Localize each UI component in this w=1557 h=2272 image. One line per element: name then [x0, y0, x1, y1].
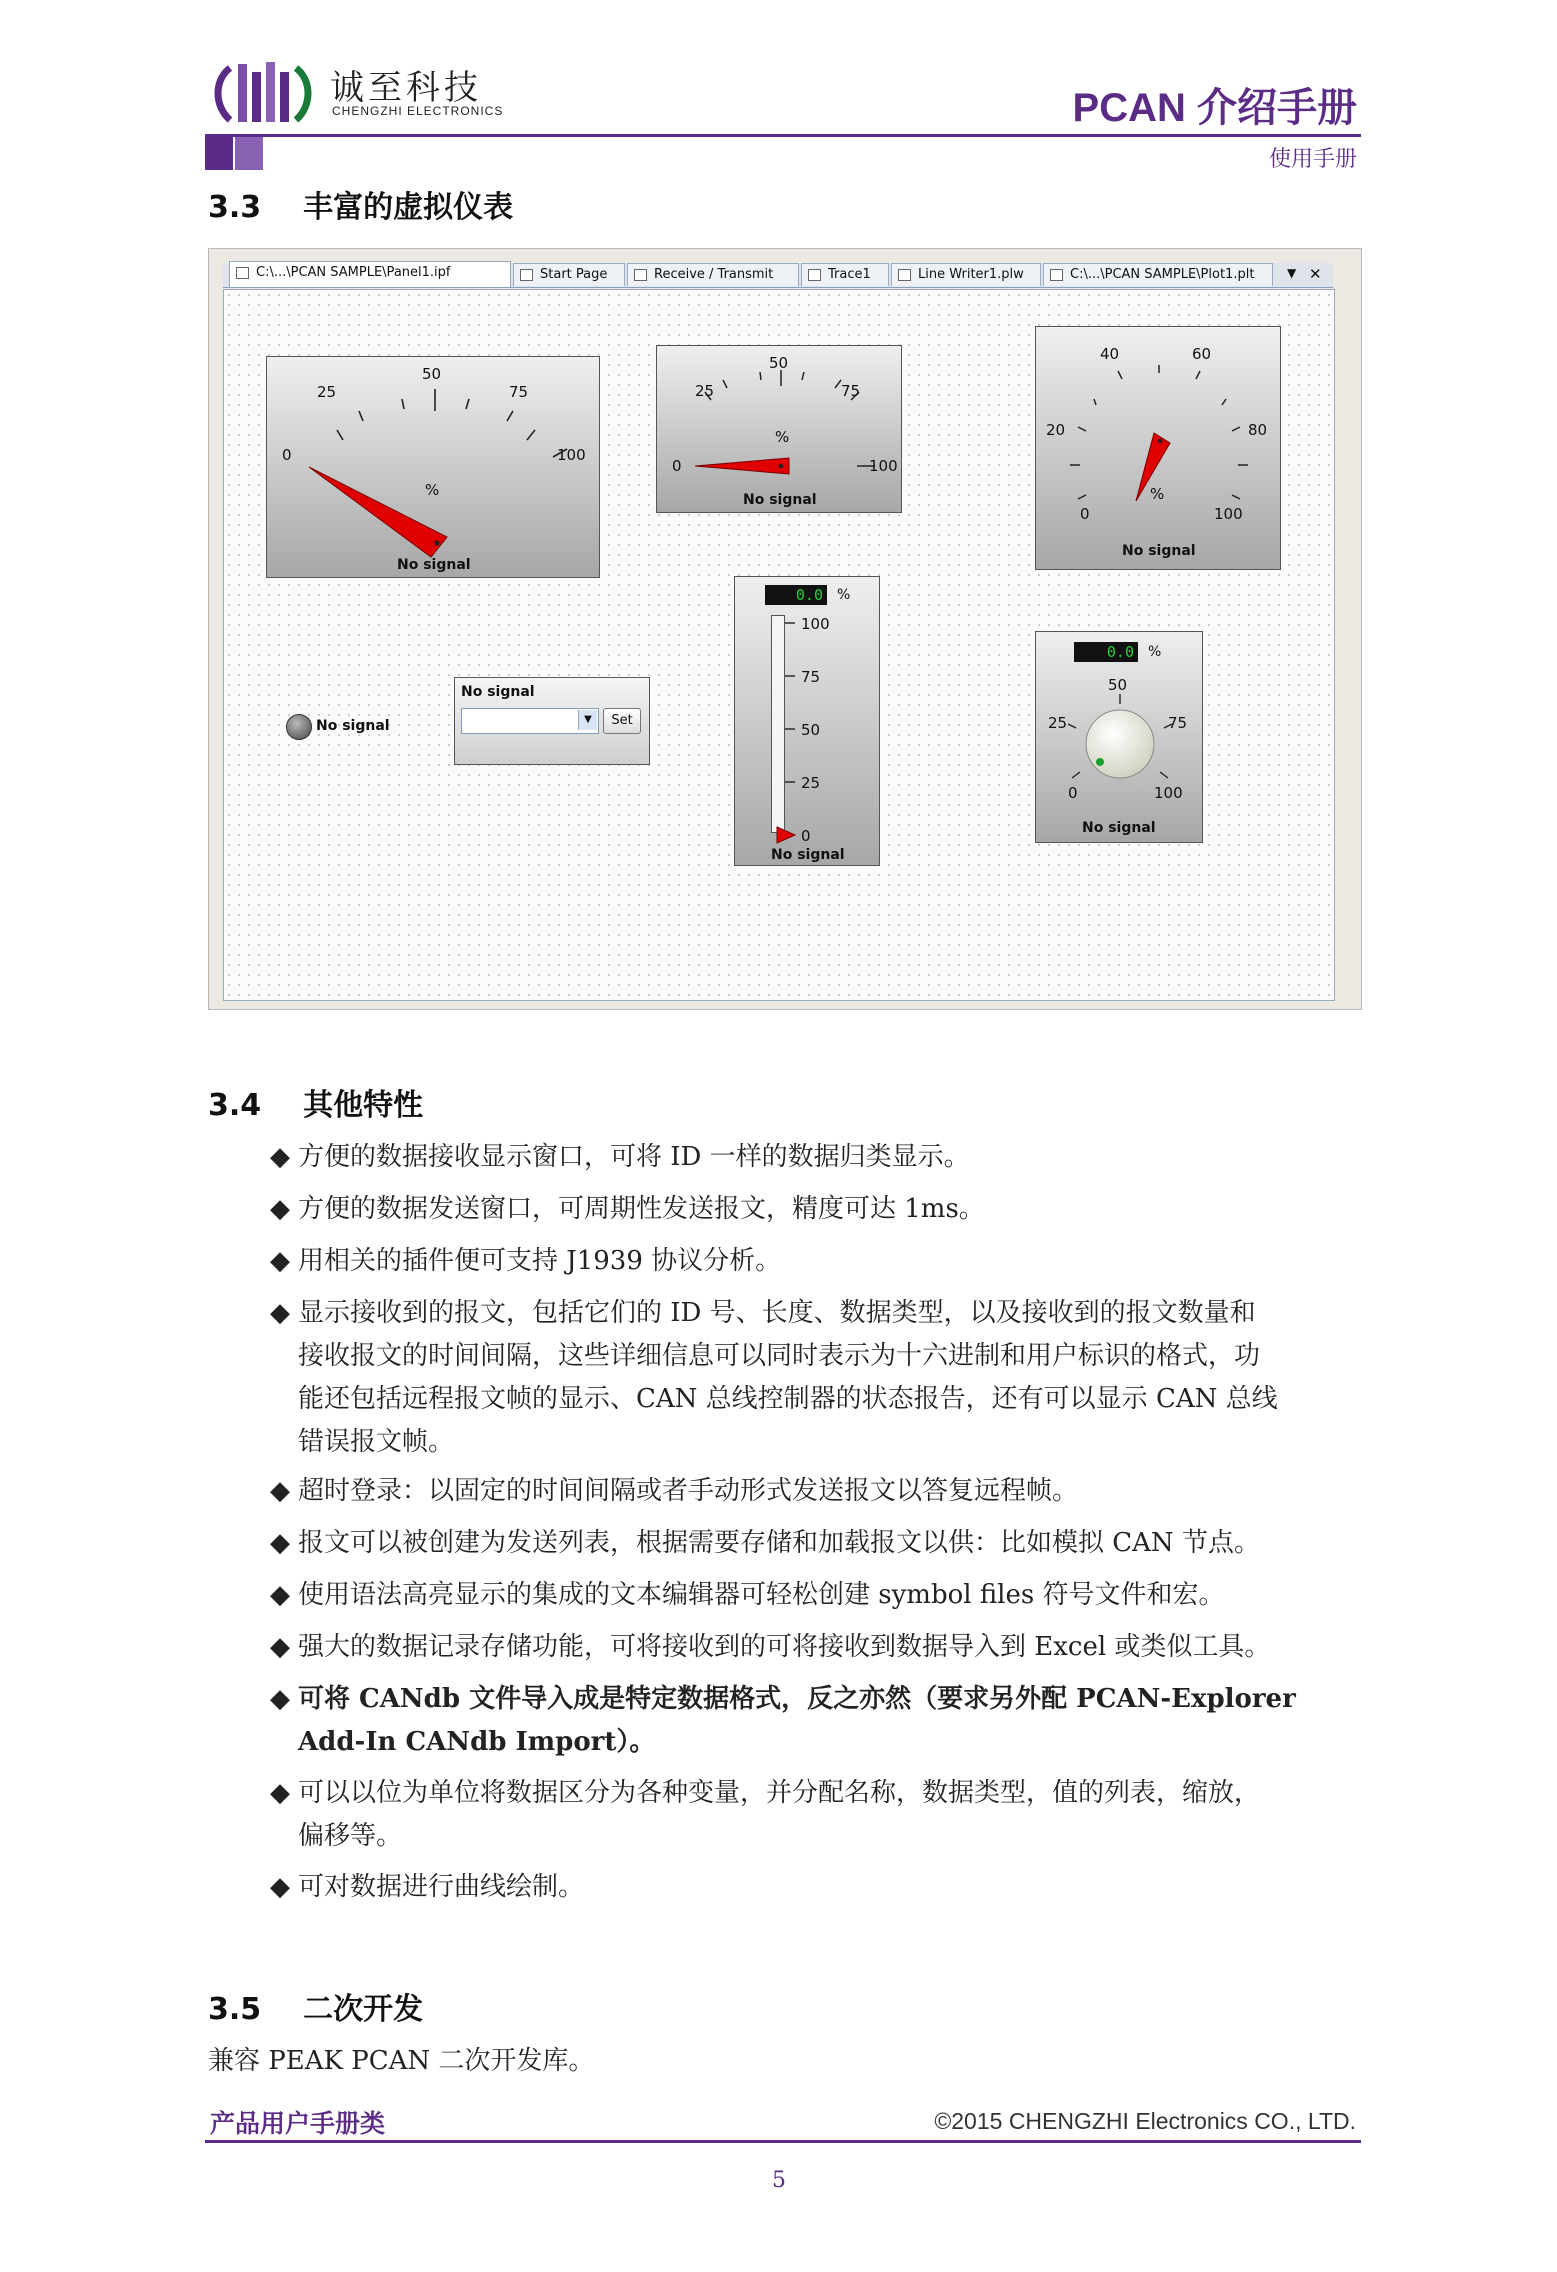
knob-tick-0: 0: [1068, 784, 1078, 802]
list-item: ◆ 报文可以被创建为发送列表，根据需要存储和加载报文以供：比如模拟 CAN 节点。: [270, 1528, 1260, 1558]
logo-en-text: CHENGZHI ELECTRONICS: [332, 104, 504, 118]
gauge-2-needle: [695, 458, 789, 474]
gauge-2[interactable]: [656, 345, 902, 513]
list-item: ◆ 可将 CANdb 文件导入成是特定数据格式，反之亦然（要求另外配 PCAN-Explorer Add-In CANdb Import）。: [270, 1684, 1296, 1757]
tab-menu-button[interactable]: ▼: [1287, 266, 1297, 280]
gauge-1-tick-50: 50: [422, 365, 442, 383]
header-rule: [205, 134, 1361, 137]
section-3-5-heading: [208, 1984, 423, 2028]
thermo-tick-25: 25: [801, 774, 821, 792]
section-3-3-heading: [208, 182, 513, 226]
knob-tick-100: 100: [1154, 784, 1183, 802]
tab-plot1[interactable]: C:\...\PCAN SAMPLE\Plot1.plt: [1043, 263, 1273, 286]
tab-trace1[interactable]: Trace1: [801, 263, 889, 286]
knob-value-display: 0.0: [1074, 642, 1138, 662]
thermo-tick-50: 50: [801, 721, 821, 739]
gauge-1-tick-100: 100: [557, 446, 586, 464]
gauge-1-status: No signal: [397, 557, 471, 573]
combo-panel: [454, 677, 650, 765]
virtual-instruments-screenshot: [208, 248, 1362, 1010]
led-status: No signal: [316, 718, 390, 734]
document-title: PCAN 介绍手册: [1072, 86, 1357, 130]
section-3-4-heading: [208, 1080, 423, 1124]
signal-combobox[interactable]: [461, 708, 599, 734]
knob-tick-25: 25: [1048, 714, 1068, 732]
thermo-status: No signal: [771, 847, 845, 863]
gauge-2-tick-75: 75: [841, 382, 861, 400]
knob-status: No signal: [1082, 820, 1156, 836]
section-number: 3.4: [208, 1088, 262, 1123]
gauge-3-tick-80: 80: [1248, 421, 1268, 439]
gauge-3-tick-0: 0: [1080, 505, 1090, 523]
thermo-unit: %: [837, 587, 851, 603]
thermo-tick-75: 75: [801, 668, 821, 686]
list-item: ◆ 使用语法高亮显示的集成的文本编辑器可轻松创建 symbol files 符号文件和宏。: [270, 1580, 1225, 1610]
thermo-marker: [777, 827, 795, 843]
thermometer[interactable]: [734, 576, 880, 866]
tab-bar: [223, 263, 1333, 288]
list-item: ◆ 可对数据进行曲线绘制。: [270, 1872, 585, 1902]
logo-cn-text: 诚至科技: [330, 68, 482, 108]
gauge-3-tick-100: 100: [1214, 505, 1243, 523]
tab-close-button[interactable]: ✕: [1309, 265, 1322, 283]
gauge-3-tick-60: 60: [1192, 345, 1212, 363]
gauge-2-unit: %: [775, 428, 790, 446]
plot-icon: [1050, 269, 1063, 281]
section-number: 3.3: [208, 190, 262, 225]
list-item: ◆ 用相关的插件便可支持 J1939 协议分析。: [270, 1246, 782, 1276]
thermo-value-display: 0.0: [765, 585, 827, 605]
gauge-3-tick-20: 20: [1046, 421, 1066, 439]
combo-title: No signal: [461, 684, 535, 700]
gauge-2-tick-50: 50: [769, 354, 789, 372]
gauge-3-unit: %: [1150, 485, 1165, 503]
footer-doc-type: 产品用户手册类: [210, 2109, 386, 2138]
gauge-1[interactable]: [266, 356, 600, 578]
header-accent-block-light: [235, 137, 263, 170]
gauge-1-tick-0: 0: [282, 446, 292, 464]
list-item: ◆ 方便的数据发送窗口，可周期性发送报文，精度可达 1ms。: [270, 1194, 985, 1224]
section-3-5-body: 兼容 PEAK PCAN 二次开发库。: [208, 2046, 595, 2076]
led-indicator: [286, 714, 312, 740]
gauge-2-tick-0: 0: [672, 457, 682, 475]
chevron-down-icon[interactable]: ▼: [578, 710, 597, 730]
gauge-3-status: No signal: [1122, 543, 1196, 559]
section-title: 二次开发: [303, 1992, 424, 2027]
company-logo: [212, 58, 322, 128]
set-button[interactable]: Set: [603, 708, 641, 734]
gauge-3-tick-40: 40: [1100, 345, 1120, 363]
gauge-1-tick-25: 25: [317, 383, 337, 401]
tab-receive-transmit[interactable]: Receive / Transmit: [627, 263, 799, 286]
knob-indicator: [1096, 758, 1104, 766]
panel-canvas: [223, 289, 1335, 1001]
gauge-2-tick-25: 25: [695, 382, 715, 400]
list-item: ◆ 方便的数据接收显示窗口，可将 ID 一样的数据归类显示。: [270, 1142, 970, 1172]
gauge-1-unit: %: [425, 481, 440, 499]
gauge-2-status: No signal: [743, 492, 817, 508]
gauge-3[interactable]: [1035, 326, 1281, 570]
document-subtitle: 使用手册: [1268, 147, 1357, 172]
knob-unit: %: [1148, 644, 1162, 660]
list-item: ◆ 可以以位为单位将数据区分为各种变量，并分配名称，数据类型，值的列表，缩放， 偏移等。: [270, 1778, 1261, 1851]
thermo-tick-100: 100: [801, 615, 830, 633]
section-number: 3.5: [208, 1992, 262, 2027]
gauge-icon: [236, 267, 249, 279]
tab-line-writer[interactable]: Line Writer1.plw: [891, 263, 1041, 286]
list-item: ◆ 超时登录：以固定的时间间隔或者手动形式发送报文以答复远程帧。: [270, 1476, 1079, 1506]
tab-panel1[interactable]: C:\...\PCAN SAMPLE\Panel1.ipf: [229, 261, 511, 287]
footer-copyright: ©2015 CHENGZHI Electronics CO., LTD.: [934, 2108, 1356, 2134]
start-page-icon: [520, 269, 533, 281]
list-item: ◆ 显示接收到的报文，包括它们的 ID 号、长度、数据类型，以及接收到的报文数量和 接收报文的时间间隔，这些详细信息可以同时表示为十六进制和用户标识的格式，功 能还包括远程报文帧的显示、CAN 总线控制器的状态报告，还有可以显示 CAN 总线 错误报文帧。: [270, 1298, 1278, 1457]
tab-start-page[interactable]: Start Page: [513, 263, 625, 286]
trace-icon: [808, 269, 821, 281]
knob-tick-75: 75: [1168, 714, 1188, 732]
knob-tick-50: 50: [1108, 676, 1128, 694]
footer-rule: [205, 2140, 1361, 2143]
thermo-tick-0: 0: [801, 827, 811, 845]
section-title: 丰富的虚拟仪表: [303, 190, 514, 225]
line-writer-icon: [898, 269, 911, 281]
receive-transmit-icon: [634, 269, 647, 281]
knob-dial: [1086, 710, 1154, 778]
page-number: 5: [772, 2168, 786, 2193]
knob-control[interactable]: [1035, 631, 1203, 843]
section-title: 其他特性: [303, 1088, 424, 1123]
list-item: ◆ 强大的数据记录存储功能，可将接收到的可将接收到数据导入到 Excel 或类似工具。: [270, 1632, 1271, 1662]
gauge-2-tick-100: 100: [869, 457, 898, 475]
gauge-1-tick-75: 75: [509, 383, 529, 401]
header-accent-block: [205, 137, 233, 170]
